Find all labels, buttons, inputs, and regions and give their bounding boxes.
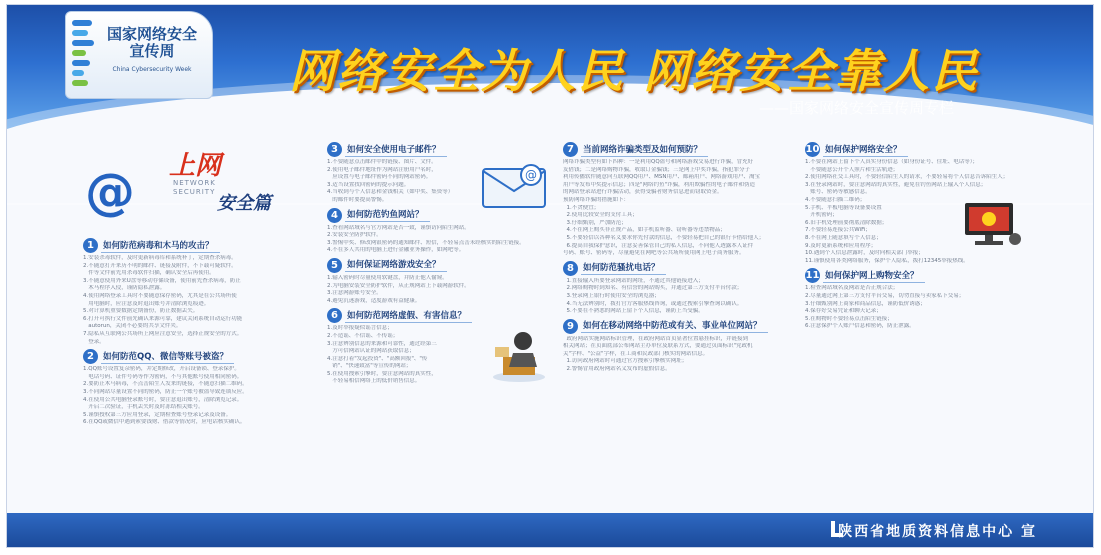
section-3-heading xyxy=(327,142,549,157)
footer-organization: 陕西省地质资料信息中心 宣 xyxy=(838,524,1037,540)
logo-stripes-icon xyxy=(72,20,96,90)
section-title: 如何防范QQ、微信等账号被盗？ xyxy=(101,350,234,364)
section-number-badge: 5 xyxy=(327,258,342,273)
at-sign-icon: @ xyxy=(85,163,135,221)
section-10-heading xyxy=(805,142,1023,157)
logo-title-line1: 国家网络安全 xyxy=(106,25,197,43)
section-3-body: @ 1.不要随意点击邮件中的链接、图片、文件。 2.使用电子邮件地址作为网站注册用户名时， 应设置与电子邮件密码不同的网站密码。 3.适当设置找回密码的提示问题。 4.当收到与个人信息和金钱相关（如中奖、集资等） 的邮件时要提高警惕。 xyxy=(327,159,549,205)
section-5-body: 1.输入密码时尽量使用软键盘，并防止他人偷窥。 2.为电脑安装安全防护软件，从正规网站上下载网游软件。 3.注意网游账号安全。 4.避免沉迷游戏，适度游戏有益健康。 xyxy=(327,274,470,304)
section-6-heading xyxy=(327,308,549,323)
section-title: 当前网络诈骗类型及如何预防？ xyxy=(581,143,708,157)
section-number-badge: 7 xyxy=(563,142,578,157)
svg-text:@: @ xyxy=(525,168,537,182)
section-11-body: 1.检查网站域名及网站是否正规合法； 2.尽量通过网上第三方支付平台交易，切勿直接与卖家私下交易； 3.仔细甄别网上商家和商品信息，谨防低价诱惑； 4.保存好交易凭证和聊天记录； 5.在购物时不要轻易点击陌生链接； 6.注意保护个人账户信息和密码，防止泄露。 xyxy=(805,285,965,330)
column-4 xyxy=(805,139,1023,511)
hero-big-text: 上网 xyxy=(169,151,222,181)
section-number-badge: 10 xyxy=(805,144,820,155)
section-1-heading xyxy=(83,238,315,253)
section-number-badge: 9 xyxy=(563,319,578,334)
section-1-body: 1.安装杀毒软件，及时更新病毒库和系统补丁，定期查杀病毒。 2.不随意打开来历不明的邮件、链接及附件，不下载可疑软件。 件等文件前先用杀毒软件扫描，确认安全后再使用。 3.不随意使用外来U盘等移动存储设备，使用前先查杀病毒，防止 木马程序入侵，谨防隐私泄露。 4.使用网络登录工具时不要随意保存密码，尤其是在公共场所使 用电脑时，应注意及时退出账号并清除浏览痕迹。 5.对计算机重要数据定期备份，防止数据丢失。 6.打开可执行文件前先确认来源可靠，建议关闭系统自动运行功能 autorun，关闭不必要的共享文件夹。 7.隐私从互联网公共场所上网应注意安全，选择正规安全的方式。 登录。 xyxy=(83,255,243,345)
hero-english: NETWORK SECURITY xyxy=(173,179,216,196)
section-title: 如何防范骚扰电话？ xyxy=(581,261,666,275)
section-title: 如何保护网络安全？ xyxy=(823,143,908,157)
section-9-heading xyxy=(563,319,797,334)
section-8-heading xyxy=(563,261,797,276)
section-2-heading xyxy=(83,349,315,364)
section-number-badge: 8 xyxy=(563,261,578,276)
section-6-body: 1.及时举报疑似谣言信息； 2.不造谣、不信谣、不传谣； 3.注意辨别信息的来源和可靠性，通过经第三 方可信网站认证的网站获取信息； 4.注意打着"发起投资"、"高额回报"、"传 销"、"快速致富"等宣传的网站； 5.在使用搜索引擎时，要注意网站的真实性， 不轻易相信网络上的低价销售信息。 xyxy=(327,325,549,386)
logo-title xyxy=(94,26,210,60)
logo-subtitle: China Cybersecurity Week xyxy=(112,66,192,73)
section-title: 如何在移动网络中防范或有关、事业单位网站？ xyxy=(581,319,768,333)
section-5-heading xyxy=(327,258,549,273)
header-banner xyxy=(7,5,1093,131)
section-number-badge: 2 xyxy=(83,349,98,364)
section-title: 如何防范病毒和木马的攻击？ xyxy=(101,239,220,253)
section-8-body: 1.直接输入所要登录网站的网址，不通过其他链接进入； 2.网络购物时到知名、有信誉的网站购买，并通过第三方支付平台付款； 3.登录网上银行时使用安全的浏览器； 4.当无法辨别时，拨打官方客服热线咨询，或通过搜索引擎查询以确认。 5.不要在不熟悉的网站上留下个人信息，谨防上当受骗。 xyxy=(563,277,743,315)
section-number-badge: 6 xyxy=(327,308,342,323)
hero-title-block xyxy=(83,139,315,235)
main-slogan: 网络安全为人民 网络安全靠人民 xyxy=(289,44,980,98)
section-title: 如何防范钓鱼网站？ xyxy=(345,208,430,222)
section-10-body: 1.不要在网站上留下个人真实身份信息（如身份证号、住址、电话等）； 不要随意公开个人照片和生活轨迹； 2.使用网络社交工具时，不要轻信陌生人的请求，不要轻易将个人信息告诉陌生人； 3.在登录网站时，要注意网站的真实性，避免在钓鱼网站上输入个人信息； 账号、密码等敏感信息。 4.不要随意扫描二维码； 5.手机、平板电脑等设备要设置 开机密码； 6.旧手机处理前要彻底清除数据； 7.不要轻易连接公共WiFi； 8.不在网上随意填写个人信息； 9.及时更新系统和应用程序； 10.遇到个人信息泄露时，及时向相关部门举报； 11.谨慎使用各类网络服务，保护个人隐私，拨打12345举报热线。 xyxy=(805,159,1023,265)
section-11-heading xyxy=(805,268,1023,283)
section-number-badge: 1 xyxy=(83,238,98,253)
section-9-body: 政府网站实施网站标识管理，在政府网站首页显著位置悬挂标识，并链接到 相关网站；在页面底部公布网站主办单位及联系方式，要通过页面标识"党政机 关"字样、"公益"字样，在工商和民政部门核实的网站信息。 1.访问政府网站时可通过官方搜索引擎核实网址； 2.警惕冒用政府网站名义发布的虚假信息。 xyxy=(563,335,753,373)
section-number-badge: 4 xyxy=(327,208,342,223)
column-label: ——国家网络安全宣传周专栏 xyxy=(759,99,955,117)
section-2-body: 1.QQ账号设置复杂密码，并定期修改，开启设备锁、登录保护。 电话号码、证件号码等作为密码，不与其他账号使用相同密码。 2.要防止木马病毒，不点击陌生人发来的链接，不随意扫描二维码。 3.不同网站尽量设置不同的密码，防止一个账号被盗导致连锁反应。 4.在使用公共电脑登录账号时，要注意退出账号，清除浏览记录。 开启二次验证，手机丢失时及时冻结相关账号。 5.谨慎授权第三方应用登录，定期检查账号登录记录及设备。 6.在QQ或微信中遇到索要钱财、借款等情况时，应电话核实确认。 xyxy=(83,366,248,426)
section-number-badge: 11 xyxy=(805,270,820,282)
section-title: 如何安全使用电子邮件？ xyxy=(345,143,447,157)
hacker-icon xyxy=(489,327,549,383)
column-1 xyxy=(83,139,315,511)
column-2 xyxy=(327,139,549,511)
footer-bar xyxy=(7,513,1093,547)
monitor-virus-icon xyxy=(959,199,1023,251)
envelope-icon xyxy=(479,161,549,209)
poster-board xyxy=(6,4,1094,548)
section-4-body: 1.查看网站域名与官方网站是否一致，谨慎访问陌生网站。 2.安装安全防护软件。 3.警惕中奖、修改网银密码的通知邮件、短信，不轻易点击未经核实的陌生链接。 4.不在多人共用的电脑上进行金融业务操作，如网吧等。 xyxy=(327,224,525,254)
week-logo xyxy=(65,11,213,99)
hero-part-text: 安全篇 xyxy=(217,193,271,214)
section-7-body: 网络诈骗类型有如下四种：一是利用QQ盗号和网络游戏交易进行诈骗，冒充好 友借钱；二是网络购物诈骗，收取订金骗钱；三是网上中奖诈骗，指犯罪分子 利用传播软件随意向互联网QQ用户、MSN用户、邮箱用户、网络游戏用户、淘宝 用户等发布中奖提示信息；四是"网络钓鱼"诈骗，利用欺骗性的电子邮件和伪造 的网站登录站进行诈骗活动，获得受骗者财务信息进而窃取资金。 预防网络诈骗的措施如下： 1.不贪便宜； 2.使用比较安全的支付工具； 3.仔细甄别，严加防范； 4.不在网上购买非正规产品，如手机监听器、窃听器等违禁物品； 5.不要轻信以各种名义要求你先付款的信息，不要轻易把自己的银行卡借给他人； 6.提高自我保护意识，注意妥善保管自己的私人信息，不向他人透露本人证件 号码、账号、密码等，尽量避免在网吧等公共场所使用网上电子商务服务。 xyxy=(563,159,765,257)
section-7-heading xyxy=(563,142,797,157)
section-title: 如何保护网上购物安全？ xyxy=(823,269,925,283)
column-3 xyxy=(563,139,797,511)
section-title: 如何防范网络虚假、有害信息？ xyxy=(345,309,472,323)
logo-title-line2: 宣传周 xyxy=(129,42,175,60)
section-number-badge: 3 xyxy=(327,142,342,157)
section-4-heading xyxy=(327,208,475,223)
section-title: 如何保证网络游戏安全？ xyxy=(345,258,447,272)
